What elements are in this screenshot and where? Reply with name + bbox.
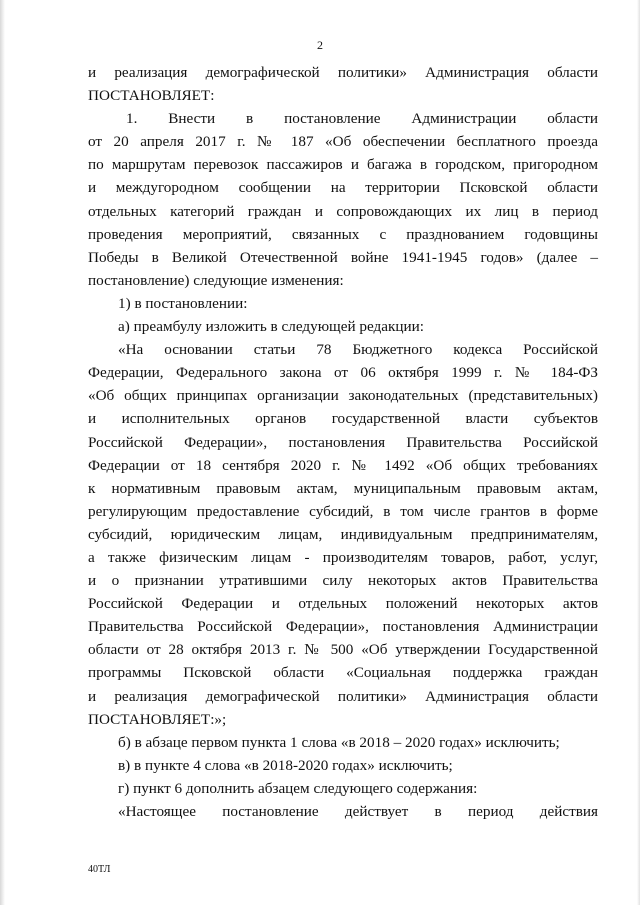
text-line: а) преамбулу изложить в следующей редакции: bbox=[118, 318, 424, 336]
text-line: и реализация демографической политики» Администрация области bbox=[88, 64, 598, 81]
text-line: Федерации, Федерального закона от 06 октября 1999 г. № 184-ФЗ bbox=[88, 364, 598, 382]
text-line: ПОСТАНОВЛЯЕТ:»; bbox=[88, 710, 227, 728]
text-line: и реализация демографической политики» Администрация области bbox=[88, 687, 598, 705]
text-line: в) в пункте 4 слова «в 2018-2020 годах» исключить; bbox=[118, 756, 453, 774]
document-body bbox=[88, 61, 598, 823]
text-line: ПОСТАНОВЛЯЕТ: bbox=[88, 87, 215, 105]
text-line: и о признании утратившими силу некоторых актов Правительства bbox=[88, 572, 598, 590]
footer-code: 40ТЛ bbox=[88, 864, 111, 875]
text-line: г) пункт 6 дополнить абзацем следующего содержания: bbox=[118, 779, 478, 797]
text-line: 1. Внести в постановление Администрации области bbox=[126, 110, 598, 128]
text-line: Российской Федерации», постановления Правительства Российской bbox=[88, 433, 598, 451]
text-line: проведения мероприятий, связанных с празднованием годовщины bbox=[88, 225, 598, 243]
text-line: и исполнительных органов государственной власти субъектов bbox=[88, 410, 598, 428]
text-line: а также физическим лицам - производителям товаров, работ, услуг, bbox=[88, 548, 598, 566]
text-line: к нормативным правовым актам, муниципальным правовым актам, bbox=[88, 479, 598, 497]
text-line: «На основании статьи 78 Бюджетного кодекса Российской bbox=[118, 341, 598, 359]
text-line: области от 28 октября 2013 г. № 500 «Об утверждении Государственной bbox=[88, 641, 598, 659]
text-line: от 20 апреля 2017 г. № 187 «Об обеспечении бесплатного проезда bbox=[88, 133, 598, 151]
page-number: 2 bbox=[317, 38, 323, 52]
text-line: «Об общих принципах организации законодательных (представительных) bbox=[88, 387, 598, 405]
text-line: отдельных категорий граждан и сопровождающих их лиц в период bbox=[88, 202, 598, 220]
text-line: б) в абзаце первом пункта 1 слова «в 2018 – 2020 годах» исключить; bbox=[118, 733, 560, 751]
text-line: субсидий, юридическим лицам, индивидуальным предпринимателям, bbox=[88, 525, 598, 543]
text-line: регулирующим предоставление субсидий, в том числе грантов в форме bbox=[88, 502, 598, 520]
text-line: Правительства Российской Федерации», постановления Администрации bbox=[88, 618, 598, 636]
text-line: по маршрутам перевозок пассажиров и багажа в городском, пригородном bbox=[88, 156, 598, 174]
text-line: постановление) следующие изменения: bbox=[88, 271, 344, 289]
text-line: Победы в Великой Отечественной войне 1941-1945 годов» (далее – bbox=[88, 248, 598, 266]
text-line: Федерации от 18 сентября 2020 г. № 1492 «Об общих требованиях bbox=[88, 456, 598, 474]
text-line: 1) в постановлении: bbox=[118, 294, 248, 312]
text-line: Российской Федерации и отдельных положений некоторых актов bbox=[88, 595, 598, 613]
text-line: программы Псковской области «Социальная поддержка граждан bbox=[88, 664, 598, 682]
text-line: и междугородном сообщении на территории Псковской области bbox=[88, 179, 598, 197]
text-line: «Настоящее постановление действует в период действия bbox=[118, 803, 598, 820]
scan-edge-left bbox=[0, 0, 5, 905]
